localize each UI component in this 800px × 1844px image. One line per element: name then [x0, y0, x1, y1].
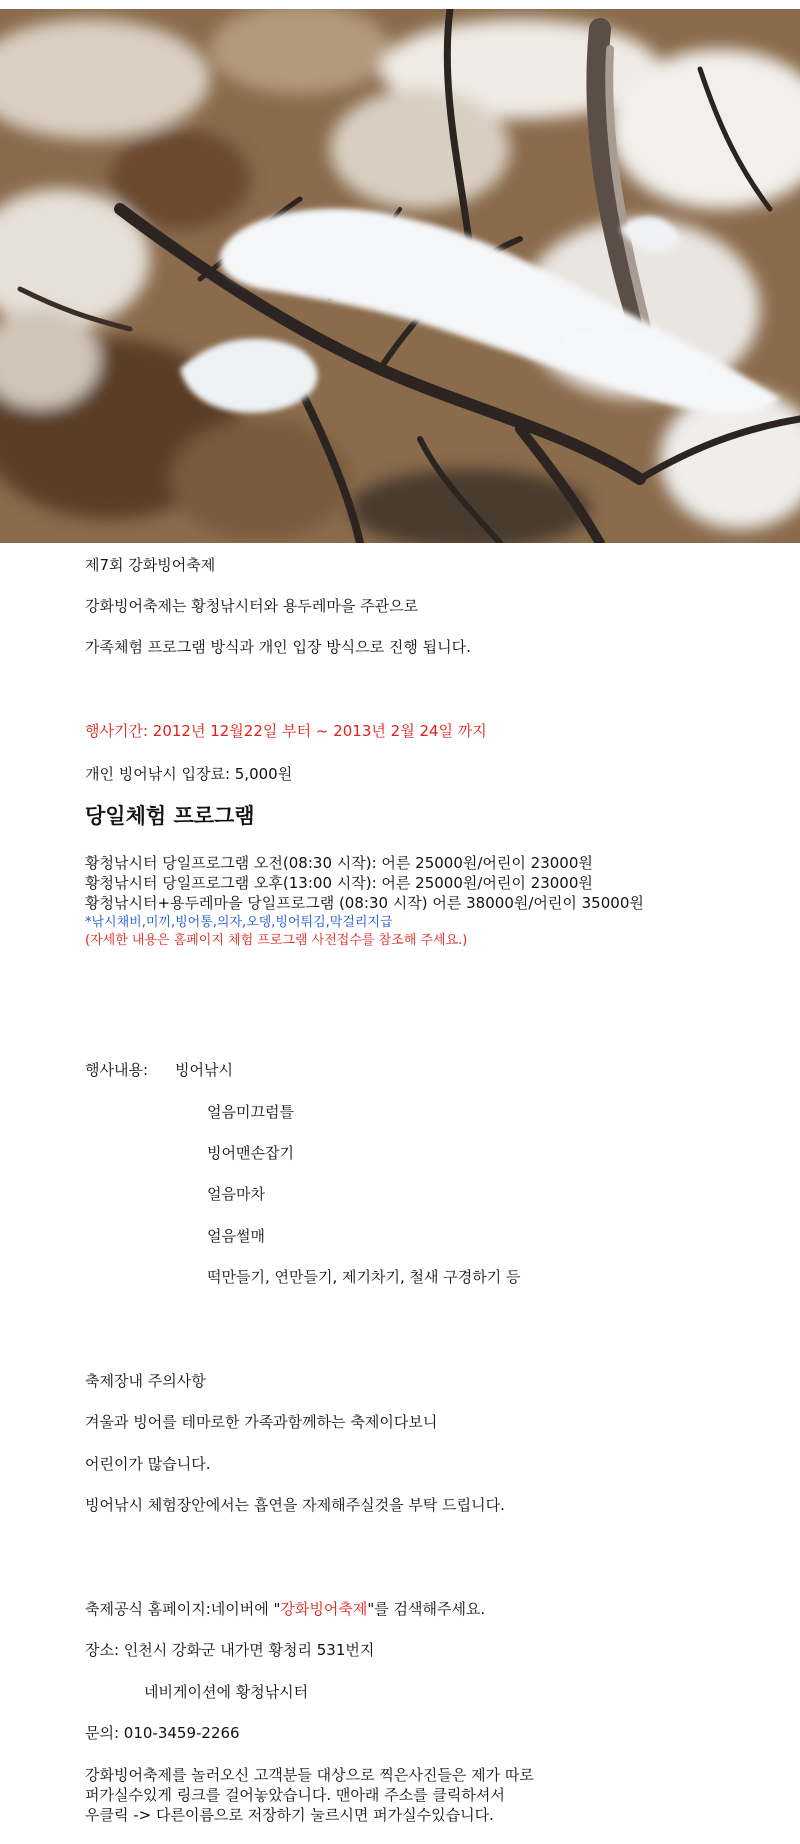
program-note-included: *낚시채비,미끼,빙어통,의자,오뎅,빙어튀김,막걸리지급: [85, 915, 393, 930]
caution-title: 축제장내 주의사항: [85, 1372, 206, 1390]
event-period: 행사기간: 2012년 12월22일 부터 ~ 2013년 2월 24일 까지: [85, 722, 487, 740]
homepage-suffix: "를 검색해주세요.: [367, 1600, 486, 1618]
program-heading: 당일체험 프로그램: [85, 804, 255, 828]
caution-line-3: 빙어낚시 체험장안에서는 흡연을 자제해주실것을 부탁 드립니다.: [85, 1496, 505, 1514]
caution-line-2: 어린이가 많습니다.: [85, 1455, 211, 1473]
festival-title: 제7회 강화빙어축제: [85, 556, 216, 574]
event-item: 얼음미끄럼틀: [207, 1103, 294, 1121]
contact-phone: 문의: 010-3459-2266: [85, 1724, 240, 1742]
event-item: 얼음마차: [207, 1185, 265, 1203]
intro-line-1: 강화빙어축제는 황청낚시터와 용두레마을 주관으로: [85, 597, 419, 615]
program-note-homepage: (자세한 내용은 홈페이지 체험 프로그램 사전접수를 참조해 주세요.): [85, 933, 468, 948]
program-item-morning: 황청낚시터 당일프로그램 오전(08:30 시작): 어른 25000원/어린이 23000원: [85, 854, 593, 872]
event-item: 빙어맨손잡기: [207, 1144, 294, 1162]
homepage-info: [85, 1599, 485, 1619]
event-item: 얼음썰매: [207, 1227, 265, 1245]
event-item: 빙어낚시: [175, 1061, 233, 1079]
intro-line-2: 가족체험 프로그램 방식과 개인 입장 방식으로 진행 됩니다.: [85, 638, 471, 656]
photos-note-line-3: 우클릭 -> 다른이름으로 저장하기 눌르시면 퍼가실수있습니다.: [85, 1806, 494, 1824]
photos-note-line-1: 강화빙어축제를 놀러오신 고객분들 대상으로 찍은사진들은 제가 따로: [85, 1766, 534, 1784]
photos-note-line-2: 퍼가실수있게 링크를 걸어놓았습니다. 맨아래 주소를 클릭하셔서: [85, 1786, 505, 1804]
entrance-fee: 개인 빙어낚시 입장료: 5,000원: [85, 765, 293, 783]
caution-line-1: 겨울과 빙어를 테마로한 가족과함께하는 축제이다보니: [85, 1413, 438, 1431]
location-address: 장소: 인천시 강화군 내가면 황청리 531번지: [85, 1641, 375, 1659]
program-item-afternoon: 황청낚시터 당일프로그램 오후(13:00 시작): 어른 25000원/어린이 23000원: [85, 874, 593, 892]
snow-branch-icon: [0, 9, 800, 543]
program-item-combined: 황청낚시터+용두레마을 당일프로그램 (08:30 시작) 어른 38000원/어린이 35000원: [85, 894, 644, 912]
homepage-prefix: 축제공식 홈페이지:네이버에 ": [85, 1600, 281, 1618]
homepage-search-keyword[interactable]: 강화빙어축제: [280, 1600, 368, 1618]
location-navigation: 네비게이션에 황청낚시터: [144, 1683, 309, 1701]
event-item: 떡만들기, 연만들기, 제기차기, 철새 구경하기 등: [207, 1268, 521, 1286]
events-label: 행사내용:: [85, 1061, 149, 1079]
snow-branch-photo: [0, 9, 800, 543]
